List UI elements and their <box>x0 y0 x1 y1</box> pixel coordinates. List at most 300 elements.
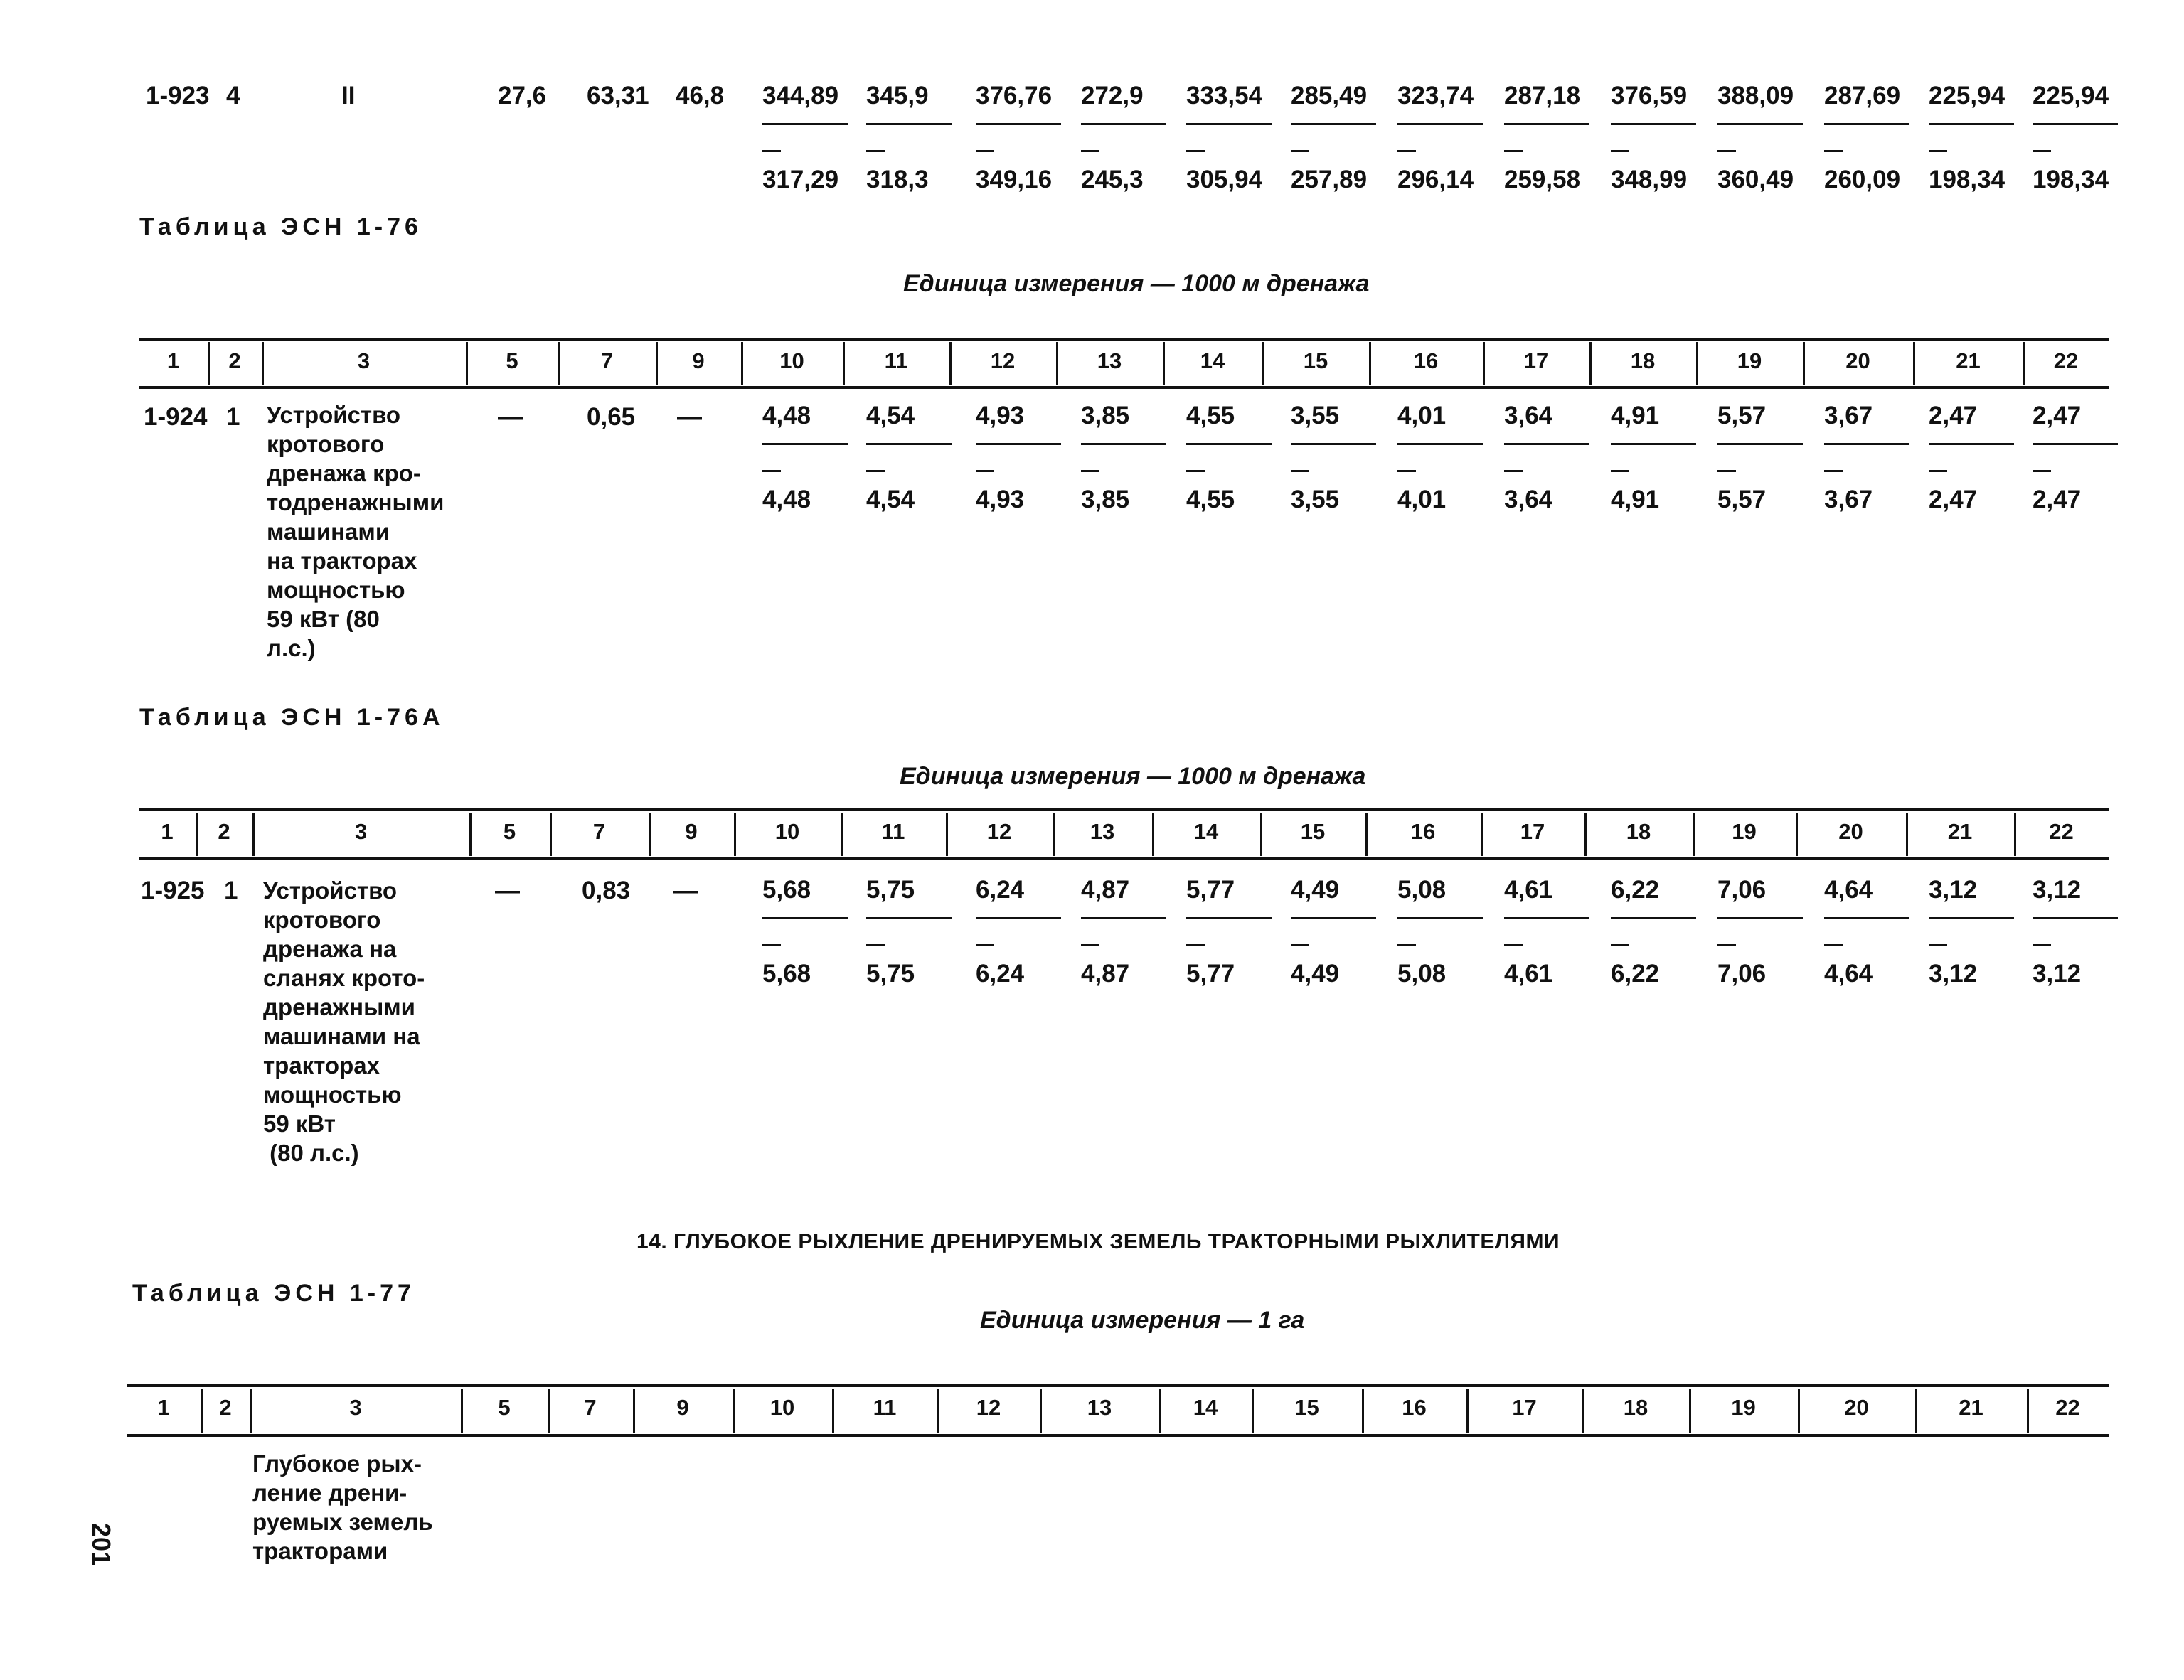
top-row-fraction-rule <box>2033 123 2118 125</box>
row-fraction-rule <box>1397 443 1483 445</box>
row-denominator: 4,64 <box>1824 960 1873 988</box>
header-cell: 18 <box>1623 1395 1648 1420</box>
header-cell: 11 <box>884 348 908 373</box>
row-numerator: 4,87 <box>1081 876 1130 904</box>
row-fraction-rule <box>1291 443 1376 445</box>
header-column-divider <box>2014 813 2016 856</box>
header-cell: 13 <box>1090 819 1115 844</box>
header-cell: 2 <box>218 819 230 844</box>
top-row-denominator: 360,49 <box>1717 166 1794 193</box>
row-numerator: 4,54 <box>866 402 915 429</box>
header-cell: 15 <box>1294 1395 1319 1420</box>
row-dash <box>976 470 994 472</box>
header-column-divider <box>733 1389 735 1433</box>
top-row-denominator: 296,14 <box>1397 166 1474 193</box>
row-denominator: 4,54 <box>866 486 915 513</box>
header-column-divider <box>1159 1389 1161 1433</box>
row-numerator: 2,47 <box>1929 402 1978 429</box>
header-cell: 9 <box>685 819 698 844</box>
header-cell: 5 <box>498 1395 511 1420</box>
header-cell: 14 <box>1193 1395 1218 1420</box>
row-numerator: 7,06 <box>1717 876 1767 904</box>
table-title: Таблица ЭСН 1-76А <box>139 704 444 731</box>
row-denominator: 6,22 <box>1611 960 1660 988</box>
top-row-denominator: 198,34 <box>2033 166 2109 193</box>
header-cell: 20 <box>1838 819 1863 844</box>
row-fraction-rule <box>1504 443 1589 445</box>
header-column-divider <box>1163 342 1165 385</box>
header-top-rule <box>139 808 2109 811</box>
row-denominator: 4,49 <box>1291 960 1340 988</box>
header-cell: 20 <box>1845 348 1870 373</box>
row-dash <box>1504 470 1523 472</box>
header-column-divider <box>1689 1389 1691 1433</box>
header-column-divider <box>937 1389 939 1433</box>
header-column-divider <box>1693 813 1695 856</box>
row-numerator: 3,55 <box>1291 402 1340 429</box>
row-dash <box>1611 944 1629 946</box>
header-cell: 3 <box>354 819 368 844</box>
row-denominator: 5,75 <box>866 960 915 988</box>
header-cell: 15 <box>1303 348 1328 373</box>
row-numerator: 4,93 <box>976 402 1025 429</box>
header-cell: 9 <box>676 1395 689 1420</box>
row-numerator: 3,67 <box>1824 402 1873 429</box>
unit-label: Единица измерения — 1 га <box>980 1307 1305 1334</box>
top-row-denominator: 349,16 <box>976 166 1053 193</box>
header-column-divider <box>1365 813 1368 856</box>
header-column-divider <box>843 342 845 385</box>
header-column-divider <box>949 342 952 385</box>
row-fraction-rule <box>866 917 952 919</box>
header-column-divider <box>656 342 658 385</box>
row-fraction-rule <box>2033 917 2118 919</box>
row-numerator: 4,64 <box>1824 876 1873 904</box>
header-cell: 21 <box>1959 1395 1983 1420</box>
top-row-dash <box>1929 150 1947 152</box>
header-top-rule <box>139 338 2109 341</box>
header-cell: 14 <box>1193 819 1219 844</box>
header-cell: 3 <box>357 348 371 373</box>
header-cell: 13 <box>1097 348 1122 373</box>
row-col5: 27,6 <box>498 82 547 109</box>
top-row-denominator: 245,3 <box>1081 166 1144 193</box>
row-numerator: 5,75 <box>866 876 915 904</box>
row-dash <box>1081 470 1099 472</box>
row-denominator: 4,55 <box>1186 486 1235 513</box>
header-column-divider <box>1582 1389 1584 1433</box>
top-row-fraction-rule <box>1291 123 1376 125</box>
top-row-dash <box>1611 150 1629 152</box>
unit-label: Единица измерения — 1000 м дренажа <box>900 763 1366 790</box>
row-dash <box>762 470 781 472</box>
page-number: 201 <box>87 1523 116 1566</box>
row-denominator: 5,57 <box>1717 486 1767 513</box>
row-dash <box>1717 470 1736 472</box>
row-fraction-rule <box>1081 917 1166 919</box>
header-column-divider <box>633 1389 635 1433</box>
header-column-divider <box>1362 1389 1364 1433</box>
row-numerator: 5,68 <box>762 876 811 904</box>
top-row-fraction-rule <box>976 123 1061 125</box>
top-row-denominator: 318,3 <box>866 166 929 193</box>
row-denominator: 3,12 <box>2033 960 2082 988</box>
header-cell: 11 <box>873 1395 897 1420</box>
row-denominator: 4,01 <box>1397 486 1447 513</box>
row-denominator: 3,64 <box>1504 486 1553 513</box>
row-fraction-rule <box>1929 443 2014 445</box>
header-cell: 1 <box>166 348 180 373</box>
top-row-denominator: 305,94 <box>1186 166 1263 193</box>
top-row-numerator: 376,76 <box>976 82 1053 109</box>
row-numerator: 4,49 <box>1291 876 1340 904</box>
header-cell: 2 <box>228 348 241 373</box>
header-cell: 7 <box>600 348 614 373</box>
row-fraction-rule <box>1081 443 1166 445</box>
header-column-divider <box>461 1389 463 1433</box>
top-row-dash <box>866 150 885 152</box>
row-dash <box>2033 470 2051 472</box>
header-column-divider <box>1056 342 1058 385</box>
header-column-divider <box>1152 813 1154 856</box>
row-col3: II <box>341 82 356 109</box>
row-fraction-rule <box>976 443 1061 445</box>
top-row-fraction-rule <box>1504 123 1589 125</box>
row-col9: — <box>677 403 702 431</box>
header-column-divider <box>1913 342 1915 385</box>
header-cell: 20 <box>1844 1395 1869 1420</box>
header-column-divider <box>2027 1389 2029 1433</box>
header-column-divider <box>1481 813 1483 856</box>
row-numerator: 3,12 <box>1929 876 1978 904</box>
row-code: 1-925 <box>141 877 205 904</box>
row-fraction-rule <box>1717 917 1803 919</box>
row-fraction-rule <box>1186 443 1272 445</box>
header-column-divider <box>201 1389 203 1433</box>
header-cell: 9 <box>692 348 705 373</box>
header-cell: 15 <box>1300 819 1326 844</box>
header-cell: 18 <box>1630 348 1656 373</box>
header-cell: 2 <box>219 1395 232 1420</box>
header-column-divider <box>2023 342 2025 385</box>
top-row-dash <box>1824 150 1843 152</box>
header-cell: 7 <box>584 1395 597 1420</box>
row-fraction-rule <box>1611 443 1696 445</box>
top-row-numerator: 345,9 <box>866 82 929 109</box>
header-column-divider <box>1252 1389 1254 1433</box>
top-row-fraction-rule <box>1824 123 1909 125</box>
row-fraction-rule <box>1717 443 1803 445</box>
row-col2: 1 <box>226 403 240 431</box>
header-column-divider <box>208 342 210 385</box>
header-cell: 10 <box>774 819 800 844</box>
row-dash <box>866 944 885 946</box>
header-column-divider <box>741 342 743 385</box>
row-denominator: 3,55 <box>1291 486 1340 513</box>
top-row-fraction-rule <box>1717 123 1803 125</box>
header-column-divider <box>1466 1389 1469 1433</box>
top-row-numerator: 323,74 <box>1397 82 1474 109</box>
row-fraction-rule <box>1291 917 1376 919</box>
row-denominator: 5,08 <box>1397 960 1447 988</box>
header-column-divider <box>1584 813 1587 856</box>
row-denominator: 4,48 <box>762 486 811 513</box>
top-row-fraction-rule <box>1929 123 2014 125</box>
row-denominator: 2,47 <box>1929 486 1978 513</box>
header-column-divider <box>550 813 552 856</box>
row-denominator: 3,12 <box>1929 960 1978 988</box>
top-row-numerator: 225,94 <box>1929 82 2005 109</box>
header-cell: 10 <box>769 1395 795 1420</box>
row-numerator: 3,12 <box>2033 876 2082 904</box>
row-fraction-rule <box>1929 917 2014 919</box>
row-denominator: 4,61 <box>1504 960 1553 988</box>
header-column-divider <box>1803 342 1805 385</box>
header-column-divider <box>1696 342 1698 385</box>
row-fraction-rule <box>2033 443 2118 445</box>
header-cell: 19 <box>1731 1395 1756 1420</box>
row-fraction-rule <box>1824 443 1909 445</box>
top-row-dash <box>2033 150 2051 152</box>
top-row-denominator: 260,09 <box>1824 166 1901 193</box>
header-top-rule <box>127 1384 2109 1387</box>
header-column-divider <box>832 1389 834 1433</box>
row-numerator: 5,77 <box>1186 876 1235 904</box>
row-numerator: 2,47 <box>2033 402 2082 429</box>
header-cell: 21 <box>1956 348 1981 373</box>
row-description: Устройство кротового дренажа кро- тодренажными машинами на тракторах мощностью 59 кВт (80 л.с.) <box>267 402 444 661</box>
table-title: Таблица ЭСН 1-77 <box>132 1280 415 1307</box>
row-dash <box>1929 470 1947 472</box>
row-numerator: 6,24 <box>976 876 1025 904</box>
row-fraction-rule <box>1611 917 1696 919</box>
row-fraction-rule <box>866 443 952 445</box>
header-column-divider <box>649 813 651 856</box>
row-dash <box>1397 470 1416 472</box>
row-fraction-rule <box>1504 917 1589 919</box>
header-column-divider <box>466 342 468 385</box>
header-bottom-rule <box>139 386 2109 389</box>
top-row-numerator: 344,89 <box>762 82 839 109</box>
top-row-numerator: 285,49 <box>1291 82 1368 109</box>
header-cell: 16 <box>1410 819 1436 844</box>
header-cell: 5 <box>503 819 516 844</box>
header-cell: 18 <box>1626 819 1651 844</box>
header-cell: 17 <box>1520 819 1545 844</box>
top-row-dash <box>1504 150 1523 152</box>
row-denominator: 2,47 <box>2033 486 2082 513</box>
row-denominator: 6,24 <box>976 960 1025 988</box>
top-row-fraction-rule <box>866 123 952 125</box>
top-row-numerator: 376,59 <box>1611 82 1688 109</box>
top-row-fraction-rule <box>1611 123 1696 125</box>
row-col7: 0,83 <box>582 877 631 904</box>
top-row-denominator: 259,58 <box>1504 166 1581 193</box>
row-dash <box>2033 944 2051 946</box>
row-denominator: 4,93 <box>976 486 1025 513</box>
row-col9: — <box>673 877 698 904</box>
row-numerator: 4,55 <box>1186 402 1235 429</box>
row-fraction-rule <box>762 443 848 445</box>
header-cell: 19 <box>1732 819 1757 844</box>
row-denominator: 7,06 <box>1717 960 1767 988</box>
row-dash <box>1611 470 1629 472</box>
top-row-fraction-rule <box>1186 123 1272 125</box>
top-row-numerator: 333,54 <box>1186 82 1263 109</box>
top-row-dash <box>762 150 781 152</box>
header-cell: 11 <box>881 819 905 844</box>
top-row-dash <box>976 150 994 152</box>
section-heading: 14. ГЛУБОКОЕ РЫХЛЕНИЕ ДРЕНИРУЕМЫХ ЗЕМЕЛЬ ТРАКТОРНЫМИ РЫХЛИТЕЛЯМИ <box>636 1230 1560 1253</box>
unit-label: Единица измерения — 1000 м дренажа <box>903 270 1370 297</box>
table-title: Таблица ЭСН 1-76 <box>139 213 422 240</box>
row-denominator: 3,67 <box>1824 486 1873 513</box>
row-numerator: 6,22 <box>1611 876 1660 904</box>
row-numerator: 3,85 <box>1081 402 1130 429</box>
row-fraction-rule <box>1824 917 1909 919</box>
row-dash <box>1186 944 1205 946</box>
top-row-denominator: 317,29 <box>762 166 839 193</box>
top-row-fraction-rule <box>762 123 848 125</box>
header-cell: 22 <box>2053 348 2079 373</box>
header-cell: 1 <box>161 819 174 844</box>
header-column-divider <box>548 1389 550 1433</box>
header-column-divider <box>252 813 255 856</box>
row-col2: 4 <box>226 82 240 109</box>
header-column-divider <box>262 342 264 385</box>
row-col7: 63,31 <box>587 82 649 109</box>
row-dash <box>1291 944 1309 946</box>
top-row-dash <box>1081 150 1099 152</box>
row-col2: 1 <box>224 877 238 904</box>
header-column-divider <box>841 813 843 856</box>
top-row-fraction-rule <box>1397 123 1483 125</box>
top-row-numerator: 287,69 <box>1824 82 1901 109</box>
row-dash <box>1824 944 1843 946</box>
header-column-divider <box>558 342 560 385</box>
row-description: Глубокое рых- ление дрени- руемых земель тракторами <box>252 1450 433 1564</box>
top-row-numerator: 225,94 <box>2033 82 2109 109</box>
row-col5: — <box>495 877 520 904</box>
header-cell: 16 <box>1402 1395 1427 1420</box>
top-row-numerator: 272,9 <box>1081 82 1144 109</box>
header-column-divider <box>734 813 736 856</box>
top-row-denominator: 257,89 <box>1291 166 1368 193</box>
row-fraction-rule <box>762 917 848 919</box>
row-numerator: 4,48 <box>762 402 811 429</box>
row-dash <box>762 944 781 946</box>
header-bottom-rule <box>139 857 2109 860</box>
header-column-divider <box>1260 813 1262 856</box>
row-denominator: 3,85 <box>1081 486 1130 513</box>
row-denominator: 5,77 <box>1186 960 1235 988</box>
header-cell: 16 <box>1413 348 1439 373</box>
row-dash <box>1186 470 1205 472</box>
top-row-numerator: 287,18 <box>1504 82 1581 109</box>
header-cell: 3 <box>349 1395 362 1420</box>
header-column-divider <box>196 813 198 856</box>
header-column-divider <box>1483 342 1485 385</box>
row-numerator: 3,64 <box>1504 402 1553 429</box>
row-denominator: 4,91 <box>1611 486 1660 513</box>
row-fraction-rule <box>976 917 1061 919</box>
header-cell: 22 <box>2055 1395 2080 1420</box>
header-cell: 19 <box>1737 348 1762 373</box>
row-fraction-rule <box>1397 917 1483 919</box>
header-cell: 13 <box>1087 1395 1112 1420</box>
top-row-dash <box>1186 150 1205 152</box>
row-description: Устройство кротового дренажа на сланях крото- дренажными машинами на тракторах мощностью 59 кВт (80 л.с.) <box>263 877 425 1166</box>
row-denominator: 4,87 <box>1081 960 1130 988</box>
header-column-divider <box>1798 1389 1800 1433</box>
header-column-divider <box>1915 1389 1917 1433</box>
row-col9: 46,8 <box>676 82 725 109</box>
header-cell: 12 <box>986 819 1012 844</box>
header-column-divider <box>1040 1389 1042 1433</box>
top-row-dash <box>1717 150 1736 152</box>
row-numerator: 4,91 <box>1611 402 1660 429</box>
row-dash <box>1291 470 1309 472</box>
header-bottom-rule <box>127 1434 2109 1437</box>
header-column-divider <box>1796 813 1798 856</box>
header-column-divider <box>1369 342 1371 385</box>
row-col5: — <box>498 403 523 431</box>
header-column-divider <box>1262 342 1264 385</box>
header-cell: 12 <box>976 1395 1001 1420</box>
row-numerator: 5,08 <box>1397 876 1447 904</box>
row-dash <box>866 470 885 472</box>
top-row-denominator: 198,34 <box>1929 166 2005 193</box>
row-dash <box>976 944 994 946</box>
row-col7: 0,65 <box>587 403 636 431</box>
header-column-divider <box>1053 813 1055 856</box>
header-cell: 1 <box>157 1395 170 1420</box>
top-row-fraction-rule <box>1081 123 1166 125</box>
header-cell: 10 <box>779 348 804 373</box>
header-cell: 22 <box>2049 819 2074 844</box>
row-dash <box>1929 944 1947 946</box>
row-code: 1-924 <box>144 403 208 431</box>
header-cell: 7 <box>592 819 606 844</box>
header-cell: 17 <box>1523 348 1549 373</box>
header-cell: 14 <box>1200 348 1225 373</box>
row-dash <box>1504 944 1523 946</box>
row-numerator: 4,01 <box>1397 402 1447 429</box>
row-denominator: 5,68 <box>762 960 811 988</box>
row-numerator: 5,57 <box>1717 402 1767 429</box>
top-row-denominator: 348,99 <box>1611 166 1688 193</box>
top-row-dash <box>1397 150 1416 152</box>
header-column-divider <box>946 813 948 856</box>
header-cell: 21 <box>1947 819 1973 844</box>
header-column-divider <box>1906 813 1908 856</box>
row-dash <box>1397 944 1416 946</box>
row-dash <box>1824 470 1843 472</box>
header-cell: 17 <box>1512 1395 1537 1420</box>
header-cell: 5 <box>506 348 518 373</box>
top-row-numerator: 388,09 <box>1717 82 1794 109</box>
row-dash <box>1717 944 1736 946</box>
header-column-divider <box>250 1389 252 1433</box>
row-fraction-rule <box>1186 917 1272 919</box>
header-column-divider <box>469 813 472 856</box>
header-cell: 12 <box>990 348 1016 373</box>
header-column-divider <box>1589 342 1592 385</box>
row-dash <box>1081 944 1099 946</box>
row-numerator: 4,61 <box>1504 876 1553 904</box>
row-code: 1-923 <box>146 82 210 109</box>
top-row-dash <box>1291 150 1309 152</box>
